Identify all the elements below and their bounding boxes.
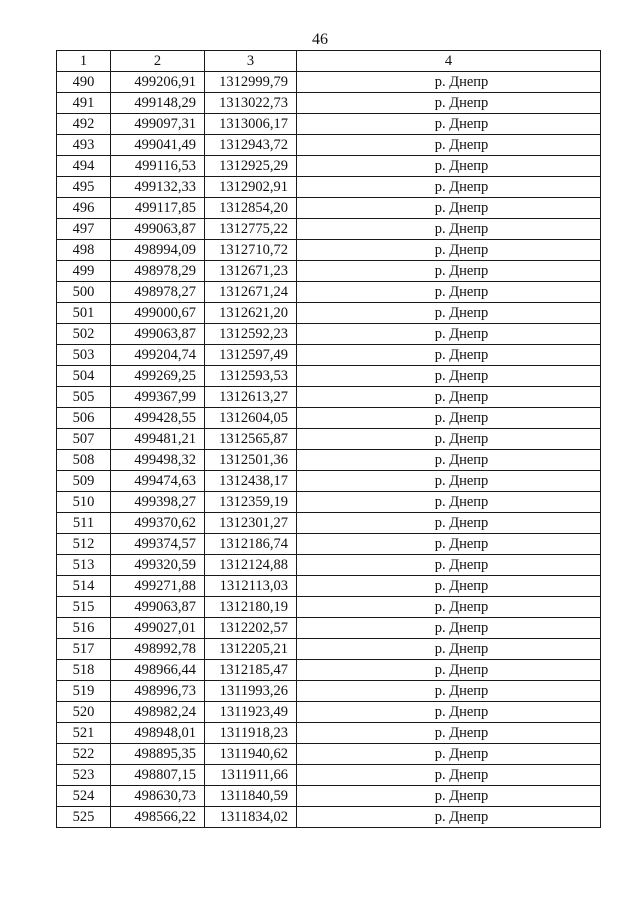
x-coordinate-cell: 498966,44 [111,660,205,681]
y-coordinate-cell: 1311993,26 [205,681,297,702]
y-coordinate-cell: 1312205,21 [205,639,297,660]
table-row [57,387,601,408]
table-row [57,555,601,576]
point-number-cell: 505 [57,387,111,408]
point-number-cell: 491 [57,93,111,114]
x-coordinate-cell: 498992,78 [111,639,205,660]
y-coordinate-cell: 1312185,47 [205,660,297,681]
x-coordinate-cell: 499398,27 [111,492,205,513]
table-header [57,51,601,72]
point-number-cell: 523 [57,765,111,786]
x-coordinate-cell: 499063,87 [111,324,205,345]
x-coordinate-cell: 499063,87 [111,219,205,240]
point-number-cell: 500 [57,282,111,303]
table-row [57,261,601,282]
table-row [57,786,601,807]
description-cell: р. Днепр [297,513,601,534]
y-coordinate-cell: 1312593,53 [205,366,297,387]
point-number-cell: 511 [57,513,111,534]
table-row [57,513,601,534]
table-row [57,702,601,723]
y-coordinate-cell: 1312621,20 [205,303,297,324]
point-number-cell: 524 [57,786,111,807]
y-coordinate-cell: 1312501,36 [205,450,297,471]
table-row [57,723,601,744]
x-coordinate-cell: 498807,15 [111,765,205,786]
y-coordinate-cell: 1312925,29 [205,156,297,177]
table-row [57,72,601,93]
description-cell: р. Днепр [297,303,601,324]
y-coordinate-cell: 1312902,91 [205,177,297,198]
x-coordinate-cell: 499481,21 [111,429,205,450]
description-cell: р. Днепр [297,618,601,639]
column-header-2: 2 [111,51,205,72]
description-cell: р. Днепр [297,786,601,807]
table-row [57,366,601,387]
point-number-cell: 520 [57,702,111,723]
point-number-cell: 492 [57,114,111,135]
y-coordinate-cell: 1311840,59 [205,786,297,807]
point-number-cell: 525 [57,807,111,828]
description-cell: р. Днепр [297,366,601,387]
point-number-cell: 522 [57,744,111,765]
y-coordinate-cell: 1312359,19 [205,492,297,513]
table-row [57,198,601,219]
y-coordinate-cell: 1312854,20 [205,198,297,219]
y-coordinate-cell: 1312943,72 [205,135,297,156]
x-coordinate-cell: 499367,99 [111,387,205,408]
description-cell: р. Днепр [297,387,601,408]
point-number-cell: 493 [57,135,111,156]
x-coordinate-cell: 498996,73 [111,681,205,702]
description-cell: р. Днепр [297,282,601,303]
point-number-cell: 508 [57,450,111,471]
y-coordinate-cell: 1312438,17 [205,471,297,492]
table-row [57,618,601,639]
table-row [57,597,601,618]
point-number-cell: 517 [57,639,111,660]
y-coordinate-cell: 1312180,19 [205,597,297,618]
table-row [57,576,601,597]
table-row [57,219,601,240]
y-coordinate-cell: 1312604,05 [205,408,297,429]
table-row [57,114,601,135]
x-coordinate-cell: 498948,01 [111,723,205,744]
description-cell: р. Днепр [297,681,601,702]
description-cell: р. Днепр [297,807,601,828]
x-coordinate-cell: 498978,27 [111,282,205,303]
x-coordinate-cell: 499320,59 [111,555,205,576]
x-coordinate-cell: 499027,01 [111,618,205,639]
column-header-3: 3 [205,51,297,72]
description-cell: р. Днепр [297,492,601,513]
x-coordinate-cell: 499374,57 [111,534,205,555]
table-row [57,807,601,828]
x-coordinate-cell: 499370,62 [111,513,205,534]
description-cell: р. Днепр [297,429,601,450]
x-coordinate-cell: 499271,88 [111,576,205,597]
table-row [57,471,601,492]
point-number-cell: 507 [57,429,111,450]
description-cell: р. Днепр [297,198,601,219]
point-number-cell: 506 [57,408,111,429]
y-coordinate-cell: 1312710,72 [205,240,297,261]
point-number-cell: 495 [57,177,111,198]
table-row [57,93,601,114]
y-coordinate-cell: 1311911,66 [205,765,297,786]
x-coordinate-cell: 499498,32 [111,450,205,471]
point-number-cell: 503 [57,345,111,366]
description-cell: р. Днепр [297,555,601,576]
table-row [57,492,601,513]
point-number-cell: 514 [57,576,111,597]
description-cell: р. Днепр [297,177,601,198]
description-cell: р. Днепр [297,93,601,114]
point-number-cell: 504 [57,366,111,387]
y-coordinate-cell: 1312999,79 [205,72,297,93]
table-body [57,72,601,828]
description-cell: р. Днепр [297,576,601,597]
y-coordinate-cell: 1312671,24 [205,282,297,303]
table-row [57,744,601,765]
description-cell: р. Днепр [297,261,601,282]
description-cell: р. Днепр [297,72,601,93]
y-coordinate-cell: 1311918,23 [205,723,297,744]
x-coordinate-cell: 499116,53 [111,156,205,177]
description-cell: р. Днепр [297,744,601,765]
x-coordinate-cell: 499041,49 [111,135,205,156]
y-coordinate-cell: 1312113,03 [205,576,297,597]
description-cell: р. Днепр [297,534,601,555]
description-cell: р. Днепр [297,765,601,786]
table-row [57,177,601,198]
x-coordinate-cell: 498566,22 [111,807,205,828]
table-row [57,639,601,660]
x-coordinate-cell: 499474,63 [111,471,205,492]
x-coordinate-cell: 498982,24 [111,702,205,723]
table-row [57,450,601,471]
y-coordinate-cell: 1312597,49 [205,345,297,366]
point-number-cell: 497 [57,219,111,240]
table-row [57,681,601,702]
point-number-cell: 519 [57,681,111,702]
description-cell: р. Днепр [297,660,601,681]
point-number-cell: 518 [57,660,111,681]
x-coordinate-cell: 499117,85 [111,198,205,219]
description-cell: р. Днепр [297,219,601,240]
table-row [57,324,601,345]
x-coordinate-cell: 499063,87 [111,597,205,618]
table-row [57,303,601,324]
x-coordinate-cell: 499206,91 [111,72,205,93]
y-coordinate-cell: 1312775,22 [205,219,297,240]
description-cell: р. Днепр [297,408,601,429]
x-coordinate-cell: 499428,55 [111,408,205,429]
x-coordinate-cell: 498630,73 [111,786,205,807]
y-coordinate-cell: 1312565,87 [205,429,297,450]
x-coordinate-cell: 499097,31 [111,114,205,135]
description-cell: р. Днепр [297,471,601,492]
description-cell: р. Днепр [297,156,601,177]
x-coordinate-cell: 498994,09 [111,240,205,261]
point-number-cell: 510 [57,492,111,513]
x-coordinate-cell: 499148,29 [111,93,205,114]
point-number-cell: 509 [57,471,111,492]
point-number-cell: 494 [57,156,111,177]
y-coordinate-cell: 1312202,57 [205,618,297,639]
table-row [57,408,601,429]
point-number-cell: 515 [57,597,111,618]
table-row [57,765,601,786]
y-coordinate-cell: 1312613,27 [205,387,297,408]
table-row [57,660,601,681]
column-header-1: 1 [57,51,111,72]
x-coordinate-cell: 498895,35 [111,744,205,765]
description-cell: р. Днепр [297,345,601,366]
y-coordinate-cell: 1312124,88 [205,555,297,576]
description-cell: р. Днепр [297,114,601,135]
x-coordinate-cell: 499204,74 [111,345,205,366]
x-coordinate-cell: 499269,25 [111,366,205,387]
y-coordinate-cell: 1311923,49 [205,702,297,723]
point-number-cell: 512 [57,534,111,555]
point-number-cell: 498 [57,240,111,261]
description-cell: р. Днепр [297,723,601,744]
x-coordinate-cell: 499000,67 [111,303,205,324]
point-number-cell: 501 [57,303,111,324]
x-coordinate-cell: 499132,33 [111,177,205,198]
point-number-cell: 502 [57,324,111,345]
description-cell: р. Днепр [297,702,601,723]
description-cell: р. Днепр [297,450,601,471]
y-coordinate-cell: 1313006,17 [205,114,297,135]
description-cell: р. Днепр [297,240,601,261]
table-row [57,282,601,303]
y-coordinate-cell: 1312671,23 [205,261,297,282]
description-cell: р. Днепр [297,324,601,345]
page-number: 46 [312,31,328,48]
header-row [57,51,601,72]
y-coordinate-cell: 1313022,73 [205,93,297,114]
table-row [57,156,601,177]
column-header-4: 4 [297,51,601,72]
description-cell: р. Днепр [297,135,601,156]
table-row [57,345,601,366]
description-cell: р. Днепр [297,639,601,660]
y-coordinate-cell: 1312592,23 [205,324,297,345]
y-coordinate-cell: 1312186,74 [205,534,297,555]
y-coordinate-cell: 1311940,62 [205,744,297,765]
point-number-cell: 496 [57,198,111,219]
point-number-cell: 516 [57,618,111,639]
point-number-cell: 513 [57,555,111,576]
table-row [57,429,601,450]
y-coordinate-cell: 1311834,02 [205,807,297,828]
point-number-cell: 499 [57,261,111,282]
point-number-cell: 521 [57,723,111,744]
coordinates-table [56,50,601,828]
table-row [57,240,601,261]
y-coordinate-cell: 1312301,27 [205,513,297,534]
x-coordinate-cell: 498978,29 [111,261,205,282]
point-number-cell: 490 [57,72,111,93]
description-cell: р. Днепр [297,597,601,618]
table-row [57,135,601,156]
table-row [57,534,601,555]
